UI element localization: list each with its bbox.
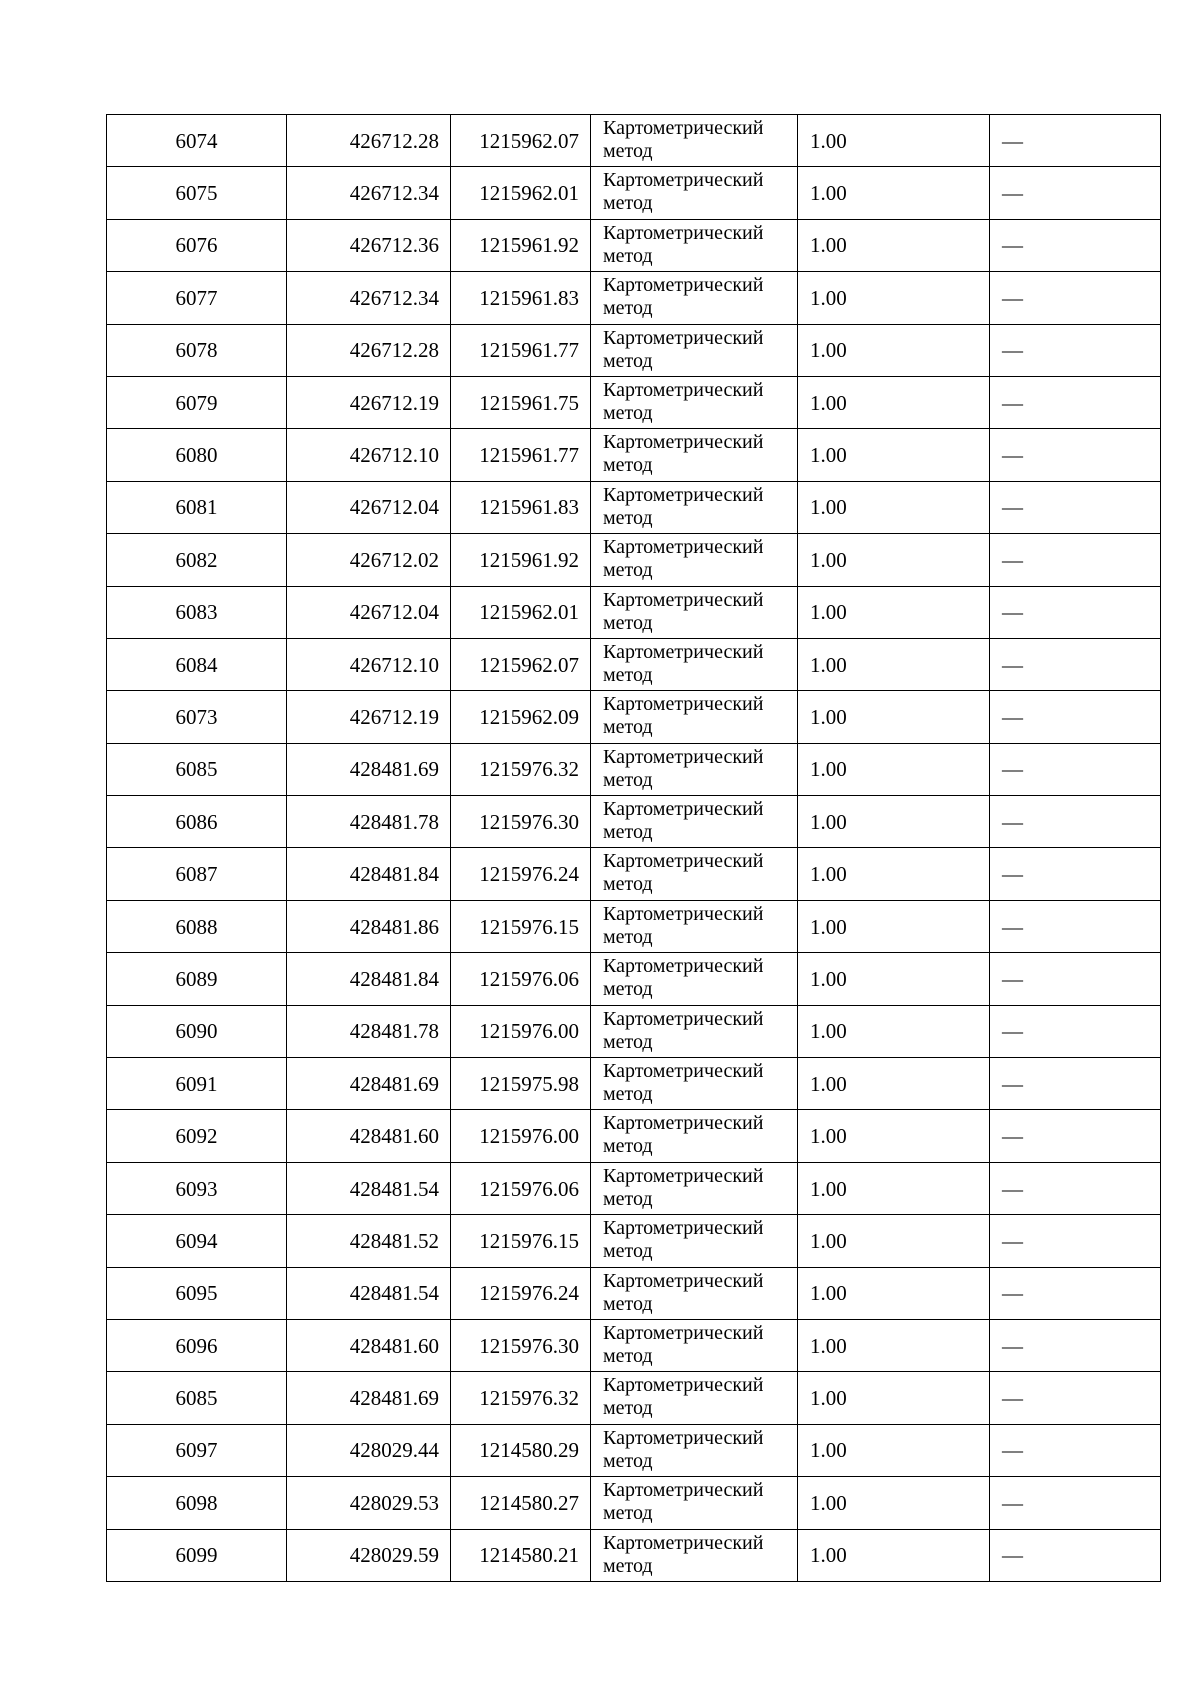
- method-cell: [591, 900, 798, 952]
- method-cell: [591, 324, 798, 376]
- note-cell: —: [990, 1162, 1161, 1214]
- method-line-1: Картометрический: [603, 850, 764, 873]
- method-cell: [591, 481, 798, 533]
- x-coordinate-cell: 426712.36: [287, 219, 451, 271]
- point-number-cell: 6099: [107, 1529, 287, 1581]
- point-number-cell: 6090: [107, 1005, 287, 1057]
- table-row: [107, 1372, 1161, 1424]
- method-cell: [591, 638, 798, 690]
- table-row: [107, 272, 1161, 324]
- y-coordinate-cell: 1215976.32: [451, 1372, 591, 1424]
- method-line-2: метод: [603, 768, 653, 791]
- y-coordinate-cell: 1215962.09: [451, 691, 591, 743]
- method-cell: [591, 219, 798, 271]
- method-cell: [591, 1319, 798, 1371]
- method-cell: [591, 796, 798, 848]
- y-coordinate-cell: 1215976.24: [451, 1267, 591, 1319]
- method-cell: [591, 376, 798, 428]
- table-row: [107, 324, 1161, 376]
- note-cell: —: [990, 1319, 1161, 1371]
- note-cell: —: [990, 691, 1161, 743]
- note-cell: —: [990, 1005, 1161, 1057]
- note-cell: —: [990, 219, 1161, 271]
- point-number-cell: 6080: [107, 429, 287, 481]
- method-line-2: метод: [603, 349, 653, 372]
- accuracy-cell: 1.00: [798, 1372, 990, 1424]
- method-line-2: метод: [603, 1502, 653, 1525]
- method-line-1: Картометрический: [603, 640, 764, 663]
- point-number-cell: 6083: [107, 586, 287, 638]
- method-line-1: Картометрический: [603, 1479, 764, 1502]
- x-coordinate-cell: 426712.28: [287, 324, 451, 376]
- accuracy-cell: 1.00: [798, 1215, 990, 1267]
- x-coordinate-cell: 428481.84: [287, 848, 451, 900]
- note-cell: —: [990, 586, 1161, 638]
- point-number-cell: 6079: [107, 376, 287, 428]
- note-cell: —: [990, 481, 1161, 533]
- point-number-cell: 6075: [107, 167, 287, 219]
- y-coordinate-cell: 1214580.27: [451, 1477, 591, 1529]
- y-coordinate-cell: 1215976.32: [451, 743, 591, 795]
- method-cell: [591, 1215, 798, 1267]
- method-line-1: Картометрический: [603, 1269, 764, 1292]
- x-coordinate-cell: 426712.28: [287, 115, 451, 167]
- x-coordinate-cell: 426712.02: [287, 534, 451, 586]
- note-cell: —: [990, 638, 1161, 690]
- accuracy-cell: 1.00: [798, 481, 990, 533]
- table-row: [107, 534, 1161, 586]
- y-coordinate-cell: 1215961.75: [451, 376, 591, 428]
- method-line-1: Картометрический: [603, 902, 764, 925]
- note-cell: —: [990, 1058, 1161, 1110]
- method-cell: [591, 1477, 798, 1529]
- method-line-1: Картометрический: [603, 326, 764, 349]
- y-coordinate-cell: 1215976.24: [451, 848, 591, 900]
- method-line-1: Картометрический: [603, 483, 764, 506]
- method-line-2: метод: [603, 873, 653, 896]
- y-coordinate-cell: 1214580.21: [451, 1529, 591, 1581]
- table-row: [107, 953, 1161, 1005]
- coordinates-table: [106, 114, 1161, 1582]
- accuracy-cell: 1.00: [798, 638, 990, 690]
- method-line-2: метод: [603, 401, 653, 424]
- note-cell: —: [990, 324, 1161, 376]
- method-line-1: Картометрический: [603, 1374, 764, 1397]
- point-number-cell: 6084: [107, 638, 287, 690]
- method-line-2: метод: [603, 1554, 653, 1577]
- y-coordinate-cell: 1215961.77: [451, 324, 591, 376]
- method-cell: [591, 743, 798, 795]
- accuracy-cell: 1.00: [798, 796, 990, 848]
- point-number-cell: 6077: [107, 272, 287, 324]
- table-row: [107, 1477, 1161, 1529]
- y-coordinate-cell: 1215962.01: [451, 167, 591, 219]
- note-cell: —: [990, 376, 1161, 428]
- accuracy-cell: 1.00: [798, 1529, 990, 1581]
- table-row: [107, 586, 1161, 638]
- x-coordinate-cell: 428481.69: [287, 743, 451, 795]
- x-coordinate-cell: 428029.44: [287, 1424, 451, 1476]
- point-number-cell: 6087: [107, 848, 287, 900]
- method-line-2: метод: [603, 978, 653, 1001]
- method-line-1: Картометрический: [603, 588, 764, 611]
- y-coordinate-cell: 1215976.06: [451, 953, 591, 1005]
- method-cell: [591, 1162, 798, 1214]
- method-cell: [591, 1424, 798, 1476]
- point-number-cell: 6073: [107, 691, 287, 743]
- point-number-cell: 6085: [107, 1372, 287, 1424]
- method-line-2: метод: [603, 1344, 653, 1367]
- method-line-1: Картометрический: [603, 1007, 764, 1030]
- table-row: [107, 167, 1161, 219]
- method-line-1: Картометрический: [603, 1321, 764, 1344]
- note-cell: —: [990, 167, 1161, 219]
- x-coordinate-cell: 428481.84: [287, 953, 451, 1005]
- coordinates-table-body: [107, 115, 1161, 1582]
- method-cell: [591, 1058, 798, 1110]
- point-number-cell: 6091: [107, 1058, 287, 1110]
- point-number-cell: 6085: [107, 743, 287, 795]
- accuracy-cell: 1.00: [798, 1162, 990, 1214]
- y-coordinate-cell: 1215961.83: [451, 481, 591, 533]
- y-coordinate-cell: 1215962.07: [451, 115, 591, 167]
- accuracy-cell: 1.00: [798, 115, 990, 167]
- note-cell: —: [990, 115, 1161, 167]
- method-line-1: Картометрический: [603, 1112, 764, 1135]
- x-coordinate-cell: 426712.10: [287, 429, 451, 481]
- x-coordinate-cell: 426712.34: [287, 167, 451, 219]
- table-row: [107, 1529, 1161, 1581]
- table-row: [107, 219, 1161, 271]
- table-row: [107, 1319, 1161, 1371]
- point-number-cell: 6098: [107, 1477, 287, 1529]
- method-cell: [591, 1267, 798, 1319]
- method-line-2: метод: [603, 454, 653, 477]
- note-cell: —: [990, 1424, 1161, 1476]
- method-line-1: Картометрический: [603, 1426, 764, 1449]
- note-cell: —: [990, 900, 1161, 952]
- y-coordinate-cell: 1215962.01: [451, 586, 591, 638]
- method-line-1: Картометрический: [603, 955, 764, 978]
- x-coordinate-cell: 428481.54: [287, 1162, 451, 1214]
- note-cell: —: [990, 953, 1161, 1005]
- method-line-2: метод: [603, 297, 653, 320]
- table-row: [107, 1058, 1161, 1110]
- method-line-2: метод: [603, 1030, 653, 1053]
- method-line-2: метод: [603, 192, 653, 215]
- point-number-cell: 6089: [107, 953, 287, 1005]
- note-cell: —: [990, 429, 1161, 481]
- y-coordinate-cell: 1215976.15: [451, 900, 591, 952]
- method-cell: [591, 1372, 798, 1424]
- x-coordinate-cell: 428481.78: [287, 796, 451, 848]
- accuracy-cell: 1.00: [798, 1110, 990, 1162]
- note-cell: —: [990, 534, 1161, 586]
- x-coordinate-cell: 426712.34: [287, 272, 451, 324]
- method-cell: [591, 1005, 798, 1057]
- y-coordinate-cell: 1215976.30: [451, 1319, 591, 1371]
- method-line-1: Картометрический: [603, 1531, 764, 1554]
- point-number-cell: 6094: [107, 1215, 287, 1267]
- method-line-1: Картометрический: [603, 1060, 764, 1083]
- method-line-1: Картометрический: [603, 745, 764, 768]
- method-line-2: метод: [603, 244, 653, 267]
- method-cell: [591, 586, 798, 638]
- x-coordinate-cell: 426712.04: [287, 481, 451, 533]
- note-cell: —: [990, 848, 1161, 900]
- method-line-2: метод: [603, 925, 653, 948]
- y-coordinate-cell: 1215961.77: [451, 429, 591, 481]
- accuracy-cell: 1.00: [798, 1319, 990, 1371]
- y-coordinate-cell: 1215975.98: [451, 1058, 591, 1110]
- note-cell: —: [990, 743, 1161, 795]
- method-line-2: метод: [603, 1135, 653, 1158]
- method-line-2: метод: [603, 1240, 653, 1263]
- method-cell: [591, 848, 798, 900]
- point-number-cell: 6078: [107, 324, 287, 376]
- method-cell: [591, 1529, 798, 1581]
- accuracy-cell: 1.00: [798, 167, 990, 219]
- point-number-cell: 6086: [107, 796, 287, 848]
- method-line-2: метод: [603, 1292, 653, 1315]
- method-line-1: Картометрический: [603, 274, 764, 297]
- point-number-cell: 6096: [107, 1319, 287, 1371]
- method-line-2: метод: [603, 1187, 653, 1210]
- point-number-cell: 6076: [107, 219, 287, 271]
- table-row: [107, 376, 1161, 428]
- table-row: [107, 691, 1161, 743]
- x-coordinate-cell: 426712.10: [287, 638, 451, 690]
- table-row: [107, 848, 1161, 900]
- method-line-2: метод: [603, 1397, 653, 1420]
- table-row: [107, 1267, 1161, 1319]
- y-coordinate-cell: 1215976.15: [451, 1215, 591, 1267]
- table-row: [107, 481, 1161, 533]
- method-line-1: Картометрический: [603, 536, 764, 559]
- point-number-cell: 6082: [107, 534, 287, 586]
- method-line-1: Картометрический: [603, 1164, 764, 1187]
- point-number-cell: 6095: [107, 1267, 287, 1319]
- method-line-1: Картометрический: [603, 221, 764, 244]
- method-line-2: метод: [603, 611, 653, 634]
- accuracy-cell: 1.00: [798, 1005, 990, 1057]
- x-coordinate-cell: 428481.60: [287, 1110, 451, 1162]
- method-line-1: Картометрический: [603, 1217, 764, 1240]
- table-row: [107, 1424, 1161, 1476]
- y-coordinate-cell: 1215961.92: [451, 219, 591, 271]
- method-line-2: метод: [603, 559, 653, 582]
- method-line-2: метод: [603, 716, 653, 739]
- x-coordinate-cell: 428481.54: [287, 1267, 451, 1319]
- point-number-cell: 6081: [107, 481, 287, 533]
- method-line-1: Картометрический: [603, 378, 764, 401]
- method-line-2: метод: [603, 663, 653, 686]
- x-coordinate-cell: 426712.19: [287, 376, 451, 428]
- x-coordinate-cell: 426712.04: [287, 586, 451, 638]
- y-coordinate-cell: 1215961.92: [451, 534, 591, 586]
- method-line-1: Картометрический: [603, 693, 764, 716]
- accuracy-cell: 1.00: [798, 1267, 990, 1319]
- method-cell: [591, 691, 798, 743]
- x-coordinate-cell: 428481.60: [287, 1319, 451, 1371]
- table-row: [107, 1162, 1161, 1214]
- x-coordinate-cell: 428029.53: [287, 1477, 451, 1529]
- accuracy-cell: 1.00: [798, 848, 990, 900]
- accuracy-cell: 1.00: [798, 953, 990, 1005]
- method-cell: [591, 115, 798, 167]
- method-line-1: Картометрический: [603, 169, 764, 192]
- x-coordinate-cell: 428481.69: [287, 1058, 451, 1110]
- point-number-cell: 6088: [107, 900, 287, 952]
- accuracy-cell: 1.00: [798, 1477, 990, 1529]
- table-row: [107, 743, 1161, 795]
- table-row: [107, 796, 1161, 848]
- point-number-cell: 6097: [107, 1424, 287, 1476]
- note-cell: —: [990, 272, 1161, 324]
- accuracy-cell: 1.00: [798, 691, 990, 743]
- accuracy-cell: 1.00: [798, 534, 990, 586]
- accuracy-cell: 1.00: [798, 376, 990, 428]
- table-row: [107, 1110, 1161, 1162]
- method-cell: [591, 953, 798, 1005]
- y-coordinate-cell: 1214580.29: [451, 1424, 591, 1476]
- x-coordinate-cell: 426712.19: [287, 691, 451, 743]
- accuracy-cell: 1.00: [798, 900, 990, 952]
- accuracy-cell: 1.00: [798, 586, 990, 638]
- x-coordinate-cell: 428481.69: [287, 1372, 451, 1424]
- method-cell: [591, 534, 798, 586]
- note-cell: —: [990, 1477, 1161, 1529]
- table-row: [107, 638, 1161, 690]
- method-line-1: Картометрический: [603, 431, 764, 454]
- method-line-2: метод: [603, 1449, 653, 1472]
- point-number-cell: 6092: [107, 1110, 287, 1162]
- method-line-2: метод: [603, 140, 653, 162]
- point-number-cell: 6093: [107, 1162, 287, 1214]
- note-cell: —: [990, 1110, 1161, 1162]
- method-cell: [591, 1110, 798, 1162]
- method-cell: [591, 167, 798, 219]
- note-cell: —: [990, 1529, 1161, 1581]
- y-coordinate-cell: 1215976.00: [451, 1110, 591, 1162]
- method-line-1: Картометрический: [603, 117, 764, 139]
- method-line-2: метод: [603, 821, 653, 844]
- table-row: [107, 1005, 1161, 1057]
- y-coordinate-cell: 1215976.30: [451, 796, 591, 848]
- accuracy-cell: 1.00: [798, 1424, 990, 1476]
- note-cell: —: [990, 1267, 1161, 1319]
- note-cell: —: [990, 796, 1161, 848]
- point-number-cell: 6074: [107, 115, 287, 167]
- y-coordinate-cell: 1215976.00: [451, 1005, 591, 1057]
- accuracy-cell: 1.00: [798, 219, 990, 271]
- note-cell: —: [990, 1372, 1161, 1424]
- table-row: [107, 900, 1161, 952]
- table-row: [107, 1215, 1161, 1267]
- x-coordinate-cell: 428481.86: [287, 900, 451, 952]
- method-line-2: метод: [603, 1083, 653, 1106]
- note-cell: —: [990, 1215, 1161, 1267]
- y-coordinate-cell: 1215976.06: [451, 1162, 591, 1214]
- y-coordinate-cell: 1215961.83: [451, 272, 591, 324]
- table-row: [107, 115, 1161, 167]
- accuracy-cell: 1.00: [798, 429, 990, 481]
- method-line-1: Картометрический: [603, 798, 764, 821]
- method-line-2: метод: [603, 506, 653, 529]
- table-row: [107, 429, 1161, 481]
- accuracy-cell: 1.00: [798, 324, 990, 376]
- method-cell: [591, 272, 798, 324]
- x-coordinate-cell: 428481.78: [287, 1005, 451, 1057]
- accuracy-cell: 1.00: [798, 272, 990, 324]
- y-coordinate-cell: 1215962.07: [451, 638, 591, 690]
- method-cell: [591, 429, 798, 481]
- x-coordinate-cell: 428029.59: [287, 1529, 451, 1581]
- accuracy-cell: 1.00: [798, 1058, 990, 1110]
- x-coordinate-cell: 428481.52: [287, 1215, 451, 1267]
- accuracy-cell: 1.00: [798, 743, 990, 795]
